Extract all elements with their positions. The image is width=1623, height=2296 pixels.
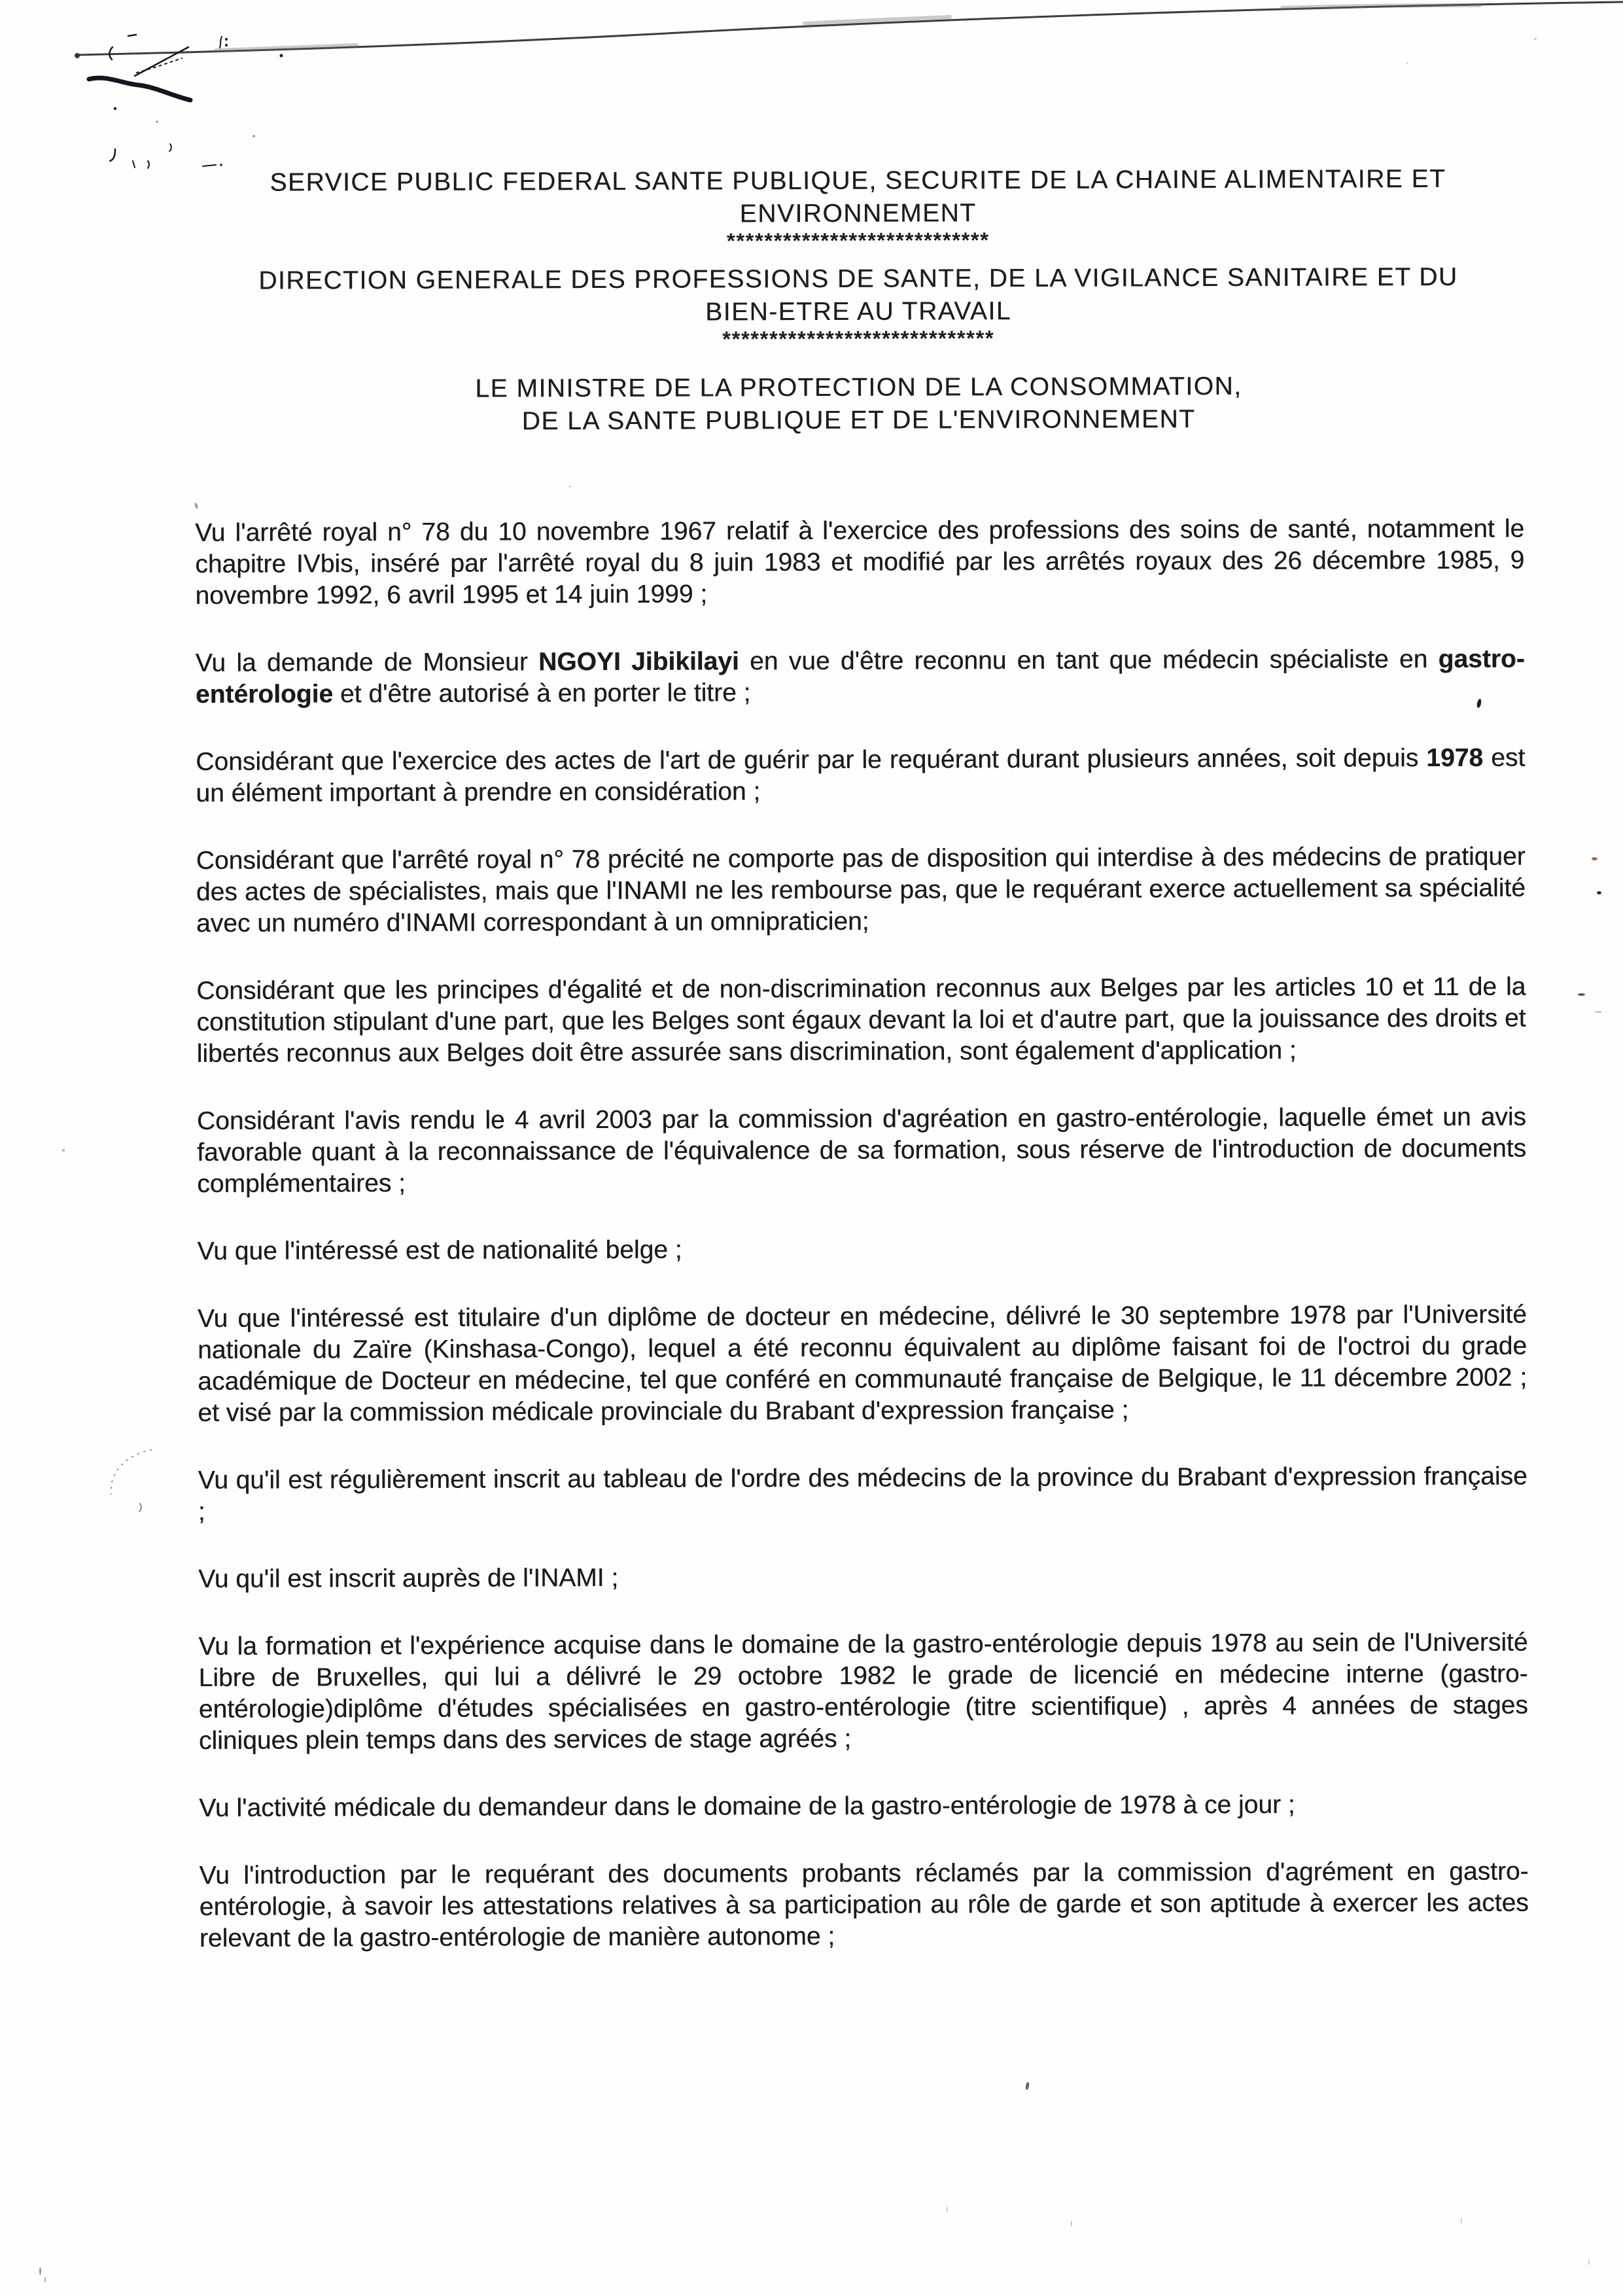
paragraph xyxy=(198,1560,1527,1595)
paragraph xyxy=(200,1856,1529,1954)
paragraph-segment: Considérant que les principes d'égalité et de non-discrimination reconnus aux Belges par les articles 10 et 11 de la constitution stipulant d'une part, que les Belges sont égaux devant la loi et d'autre part, que la jouissance des droits et libertés reconnus aux Belges doit être assurée sans discrimination, sont également d'application ; xyxy=(196,972,1526,1068)
paragraph-segment: et d'être autorisé à en porter le titre ; xyxy=(333,679,751,709)
paragraph-segment: Vu la demande de Monsieur xyxy=(195,648,539,677)
paragraph-bold-segment: gastro-entérologie xyxy=(195,645,1525,709)
paragraph-segment: Considérant l'avis rendu le 4 avril 2003 par la commission d'agréation en gastro-entérologie, laquelle émet un avis favorable quant à la reconnaissance de l'équivalence de sa formation, sous réserve de l'introduction de documents complémentaires ; xyxy=(196,1103,1527,1198)
paragraph-segment: Considérant que l'arrêté royal n° 78 précité ne comporte pas de disposition qui interdise à des médecins de pratiquer des actes de spécialistes, mais que l'INAMI ne les rembourse pas, que le requérant exerce actuellement sa spécialité avec un numéro d'INAMI correspondant à un omnipraticien; xyxy=(196,842,1526,938)
paragraph xyxy=(198,1461,1527,1528)
paragraph-bold-segment: NGOYI Jibikilayi xyxy=(538,647,739,677)
paragraph-segment: Vu l'activité médicale du demandeur dans le domaine de la gastro-entérologie de 1978 à ce jour ; xyxy=(199,1790,1295,1822)
paragraph xyxy=(199,1789,1528,1824)
paragraph-segment: Vu l'arrêté royal n° 78 du 10 novembre 1967 relatif à l'exercice des professions des soins de santé, notamment le chapitre IVbis, inséré par l'arrêté royal du 8 juin 1983 et modifié par les arrêtés royaux des 26 décembre 1985, 9 novembre 1992, 6 avril 1995 et 14 juin 1999 ; xyxy=(195,514,1525,610)
paragraph xyxy=(196,972,1526,1070)
paragraph-bold-segment: 1978 xyxy=(1426,743,1484,773)
header-direction-line1: DIRECTION GENERALE DES PROFESSIONS DE SANTE, DE LA VIGILANCE SANITAIRE ET DU xyxy=(258,262,1458,295)
paragraph xyxy=(195,514,1524,612)
document-body xyxy=(195,514,1529,1954)
separator-asterisks-2: ***************************** xyxy=(722,326,995,351)
paragraph-segment: Considérant que l'exercice des actes de l'art de guérir par le requérant durant plusieurs années, soit depuis xyxy=(196,744,1427,776)
paragraph xyxy=(198,1299,1527,1429)
header-minister-line2: DE LA SANTE PUBLIQUE ET DE L'ENVIRONNEMENT xyxy=(521,405,1196,436)
separator-asterisks-1: **************************** xyxy=(726,228,990,253)
paragraph xyxy=(198,1232,1527,1267)
paragraph-segment: Vu que l'intéressé est de nationalité belge ; xyxy=(197,1235,682,1265)
paragraph-segment: Vu qu'il est régulièrement inscrit au tableau de l'ordre des médecins de la province du Brabant d'expression française ; xyxy=(198,1462,1527,1526)
header-minister-line1: LE MINISTRE DE LA PROTECTION DE LA CONSOMMATION, xyxy=(475,372,1242,403)
paragraph-segment: est un élément important à prendre en considération ; xyxy=(196,743,1526,807)
paragraph xyxy=(197,1102,1526,1200)
header-service-line1: SERVICE PUBLIC FEDERAL SANTE PUBLIQUE, SECURITE DE LA CHAINE ALIMENTAIRE ET xyxy=(270,164,1446,197)
paragraph xyxy=(196,743,1525,809)
paragraph-segment: en vue d'être reconnu en tant que médecin spécialiste en xyxy=(739,645,1439,676)
header-service-line2: ENVIRONNEMENT xyxy=(739,199,977,228)
paragraph xyxy=(198,1627,1528,1757)
header-direction-line2: BIEN-ETRE AU TRAVAIL xyxy=(705,297,1012,327)
paragraph xyxy=(196,841,1526,940)
paragraph-segment: Vu qu'il est inscrit auprès de l'INAMI ; xyxy=(198,1563,619,1593)
paragraph-segment: Vu la formation et l'expérience acquise dans le domaine de la gastro-entérologie depuis 1978 au sein de l'Université Libre de Bruxelles, qui lui a délivré le 29 octobre 1982 le grade de licencié en médecine interne (gastro-entérologie)diplôme d'études spécialisées en gastro-entérologie (titre scientifique) , après 4 années de stages cliniques plein temps dans des services de stage agréés ; xyxy=(198,1628,1528,1755)
paragraph xyxy=(196,644,1525,711)
paragraph-segment: Vu l'introduction par le requérant des documents probants réclamés par la commission d'agrément en gastro-entérologie, à savoir les attestations relatives à sa participation au rôle de garde et son aptitude à exercer les actes relevant de la gastro-entérologie de manière autonome ; xyxy=(199,1857,1529,1952)
paragraph-segment: Vu que l'intéressé est titulaire d'un diplôme de docteur en médecine, délivré le 30 septembre 1978 par l'Université nationale du Zaïre (Kinshasa-Congo), lequel a été reconnu équivalent au diplôme faisant foi de l'octroi du grade académique de Docteur en médecine, tel que conféré en communauté française de Belgique, le 11 décembre 2002 ; et visé par la commission médicale provinciale du Brabant d'expression française ; xyxy=(197,1300,1527,1427)
document-header xyxy=(194,163,1522,439)
